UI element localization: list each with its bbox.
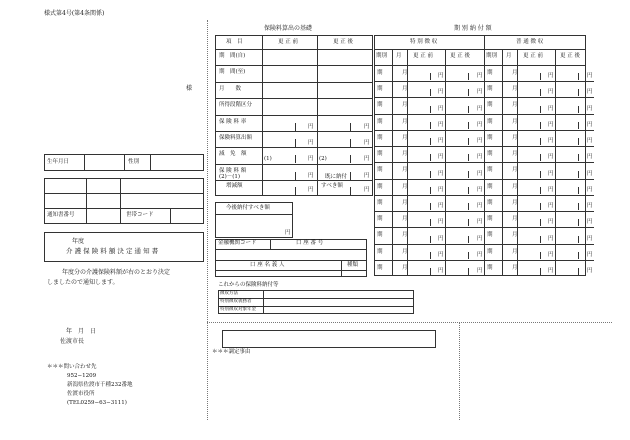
inst-month-cell: 月	[512, 119, 518, 125]
inst-period-cell: 期	[377, 102, 383, 108]
sex-label: 性別	[128, 159, 140, 165]
inst-col-before: 更 正 前	[523, 53, 543, 59]
inst-yen-after: 円	[587, 154, 593, 160]
inst-yen-before: 円	[438, 138, 444, 144]
inst-yen-before: 円	[548, 203, 554, 209]
inst-month-cell: 月	[512, 86, 518, 92]
inst-period-cell: 期	[487, 232, 493, 238]
future-amount-yen: 円	[285, 230, 291, 236]
notice-number-label: 通知書番号	[47, 212, 75, 218]
inst-period-cell: 期	[377, 216, 383, 222]
inst-period-cell: 期	[377, 200, 383, 206]
inst-yen-before: 円	[548, 187, 554, 193]
inst-month-cell: 月	[512, 184, 518, 190]
future-method-2: 特別徴収義務者	[220, 299, 252, 304]
inst-month-cell: 月	[512, 200, 518, 206]
inst-month-cell: 月	[402, 135, 408, 141]
basis-row-label: 期 間(至)	[219, 69, 246, 75]
inst-yen-before: 円	[438, 73, 444, 79]
inst-period-cell: 期	[377, 151, 383, 157]
sama-label: 様	[186, 85, 193, 92]
inquiry-title: ＊＊＊問い合わせ先	[47, 364, 97, 370]
inst-col-month: 月	[396, 53, 402, 59]
basis-yen: 円	[364, 124, 370, 130]
postal-code: 952−1209	[67, 373, 97, 379]
row9-d: すべき額	[321, 183, 343, 189]
inst-period-cell: 期	[487, 249, 493, 255]
inst-yen-after: 円	[587, 171, 593, 177]
inst-yen-after: 円	[477, 138, 483, 144]
body-line-2: しましたので通知します。	[47, 279, 119, 286]
inst-period-cell: 期	[487, 167, 493, 173]
basis-yen: 円	[364, 156, 370, 162]
inst-month-cell: 月	[512, 265, 518, 271]
basis-row-label: 期 間(自)	[219, 53, 246, 59]
inst-period-cell: 期	[377, 86, 383, 92]
inst-col-after: 更 正 後	[450, 53, 470, 59]
inst-yen-before: 円	[548, 252, 554, 258]
inst-yen-before: 円	[548, 154, 554, 160]
inst-yen-after: 円	[477, 236, 483, 242]
basis-yen: 円	[364, 140, 370, 146]
inst-month-cell: 月	[402, 232, 408, 238]
inst-col-period: 期別	[486, 53, 498, 59]
inst-month-cell: 月	[402, 184, 408, 190]
basis-row-label: 保 険 料 率	[219, 119, 247, 125]
basis-row-label: 保険料算出額	[219, 135, 253, 141]
inst-yen-before: 円	[438, 203, 444, 209]
form-number: 様式第4号(第4条関係)	[44, 10, 105, 17]
inst-yen-before: 円	[438, 154, 444, 160]
inst-month-cell: 月	[402, 70, 408, 76]
inst-yen-after: 円	[587, 122, 593, 128]
mark-1: (1)	[264, 156, 272, 162]
reason-box	[222, 330, 436, 348]
inst-period-cell: 期	[377, 232, 383, 238]
normal-collection: 普 通 徴 収	[516, 39, 544, 45]
inst-period-cell: 期	[377, 135, 383, 141]
basis-yen: 円	[308, 140, 314, 146]
basis-yen: 円	[364, 173, 370, 179]
inst-period-cell: 期	[487, 216, 493, 222]
body-line-1: 年度分の介護保険料額が右のとおり決定	[62, 269, 171, 276]
basis-yen: 円	[308, 156, 314, 162]
inst-col-after: 更 正 後	[560, 53, 580, 59]
basis-row-label: 減 免 額	[219, 151, 247, 157]
inst-month-cell: 月	[402, 265, 408, 271]
inst-period-cell: 期	[487, 265, 493, 271]
inst-period-cell: 期	[377, 119, 383, 125]
inst-month-cell: 月	[402, 86, 408, 92]
inst-month-cell: 月	[512, 70, 518, 76]
inst-yen-after: 円	[477, 73, 483, 79]
inst-period-cell: 期	[377, 167, 383, 173]
inst-month-cell: 月	[402, 249, 408, 255]
row9-a: (2)－(1)	[219, 174, 241, 180]
row9-b: 増減額	[226, 183, 243, 189]
inst-period-cell: 期	[487, 70, 493, 76]
inst-period-cell: 期	[487, 86, 493, 92]
inst-yen-after: 円	[587, 252, 593, 258]
future-method-1: 徴収方法	[220, 291, 238, 296]
inst-yen-before: 円	[548, 138, 554, 144]
account-holder-label: 口 座 名 義 人	[250, 262, 285, 268]
inst-month-cell: 月	[512, 249, 518, 255]
document-title: 介 護 保 険 料 額 決 定 通 知 書	[66, 247, 159, 255]
inst-yen-after: 円	[477, 171, 483, 177]
inst-yen-after: 円	[477, 89, 483, 95]
inst-month-cell: 月	[512, 232, 518, 238]
inst-yen-before: 円	[548, 268, 554, 274]
inst-yen-before: 円	[438, 106, 444, 112]
inst-yen-before: 円	[438, 187, 444, 193]
future-methods-title: これからの保険料納付等	[218, 282, 279, 288]
inst-period-cell: 期	[487, 151, 493, 157]
basis-row-label: 保 険 料 額	[219, 168, 247, 174]
inst-yen-after: 円	[477, 122, 483, 128]
inst-yen-after: 円	[587, 106, 593, 112]
inst-month-cell: 月	[512, 135, 518, 141]
inst-period-cell: 期	[377, 184, 383, 190]
inst-yen-after: 円	[587, 236, 593, 242]
inst-month-cell: 月	[402, 167, 408, 173]
inst-yen-after: 円	[587, 89, 593, 95]
inst-yen-before: 円	[438, 268, 444, 274]
inst-yen-after: 円	[587, 203, 593, 209]
inst-yen-after: 円	[477, 268, 483, 274]
basis-row-label: 所得段階区分	[219, 102, 253, 108]
future-amount-label: 今後納付すべき額	[226, 205, 270, 211]
inst-yen-after: 円	[587, 219, 593, 225]
basis-yen: 円	[308, 124, 314, 130]
inst-period-cell: 期	[377, 265, 383, 271]
inst-yen-after: 円	[587, 187, 593, 193]
installments-header: 期 別 納 付 額	[454, 25, 492, 32]
office-address: 新潟県佐渡市千種232番地	[67, 382, 133, 388]
inst-yen-before: 円	[438, 122, 444, 128]
inst-yen-before: 円	[548, 171, 554, 177]
account-number-label: 口 座 番 号	[296, 240, 324, 246]
inst-yen-after: 円	[477, 187, 483, 193]
title-year: 年度	[72, 238, 85, 245]
inst-month-cell: 月	[402, 216, 408, 222]
row9-yen-2: 円	[364, 187, 370, 193]
inst-yen-before: 円	[548, 122, 554, 128]
mark-2: (2)	[319, 156, 327, 162]
inst-month-cell: 月	[402, 200, 408, 206]
inst-yen-before: 円	[438, 89, 444, 95]
inst-yen-before: 円	[438, 171, 444, 177]
inst-yen-before: 円	[548, 106, 554, 112]
inst-yen-before: 円	[548, 236, 554, 242]
inst-yen-after: 円	[587, 138, 593, 144]
future-method-3: 特別徴収対象年金	[220, 307, 256, 312]
inst-yen-before: 円	[548, 89, 554, 95]
inst-period-cell: 期	[377, 249, 383, 255]
dob-label: 生年月日	[47, 159, 70, 165]
inst-col-period: 期別	[376, 53, 388, 59]
issue-date: 年 月 日	[66, 328, 97, 335]
inst-yen-after: 円	[477, 154, 483, 160]
basis-col-item: 項 目	[226, 39, 243, 45]
basis-header: 保険料算出の基礎	[264, 25, 313, 32]
office-name: 佐渡市役所	[67, 391, 95, 397]
inst-yen-after: 円	[587, 73, 593, 79]
inst-yen-before: 円	[438, 252, 444, 258]
inst-period-cell: 期	[487, 184, 493, 190]
inst-month-cell: 月	[512, 102, 518, 108]
inst-month-cell: 月	[402, 102, 408, 108]
household-code-label: 世帯コード	[126, 212, 154, 218]
reason-label: ＊＊＊調定事由	[212, 349, 251, 355]
inst-yen-before: 円	[548, 73, 554, 79]
inst-yen-before: 円	[438, 236, 444, 242]
bank-code-label: 金融機関コード	[218, 240, 257, 246]
account-type-label: 種類	[347, 262, 359, 268]
inst-yen-before: 円	[438, 219, 444, 225]
office-tel: (TEL0259−63−3111)	[67, 400, 127, 406]
inst-month-cell: 月	[402, 151, 408, 157]
inst-month-cell: 月	[512, 216, 518, 222]
inst-period-cell: 期	[487, 200, 493, 206]
inst-yen-after: 円	[477, 203, 483, 209]
inst-month-cell: 月	[402, 119, 408, 125]
inst-period-cell: 期	[487, 135, 493, 141]
row9-c: 既に納付	[325, 174, 348, 180]
mayor: 佐渡市長	[60, 338, 85, 345]
inst-col-before: 更 正 前	[413, 53, 433, 59]
basis-col-after: 更 正 後	[333, 39, 353, 45]
inst-month-cell: 月	[512, 151, 518, 157]
inst-period-cell: 期	[487, 119, 493, 125]
inst-yen-after: 円	[477, 252, 483, 258]
basis-row-label: 月 数	[219, 86, 242, 92]
inst-yen-after: 円	[587, 268, 593, 274]
inst-yen-after: 円	[477, 106, 483, 112]
special-collection: 特 別 徴 収	[410, 39, 438, 45]
inst-yen-after: 円	[477, 219, 483, 225]
inst-month-cell: 月	[512, 167, 518, 173]
inst-period-cell: 期	[487, 102, 493, 108]
basis-col-before: 更 正 前	[278, 39, 298, 45]
row9-yen-1: 円	[308, 187, 314, 193]
basis-yen: 円	[308, 173, 314, 179]
inst-period-cell: 期	[377, 70, 383, 76]
inst-yen-before: 円	[548, 219, 554, 225]
inst-col-month: 月	[506, 53, 512, 59]
